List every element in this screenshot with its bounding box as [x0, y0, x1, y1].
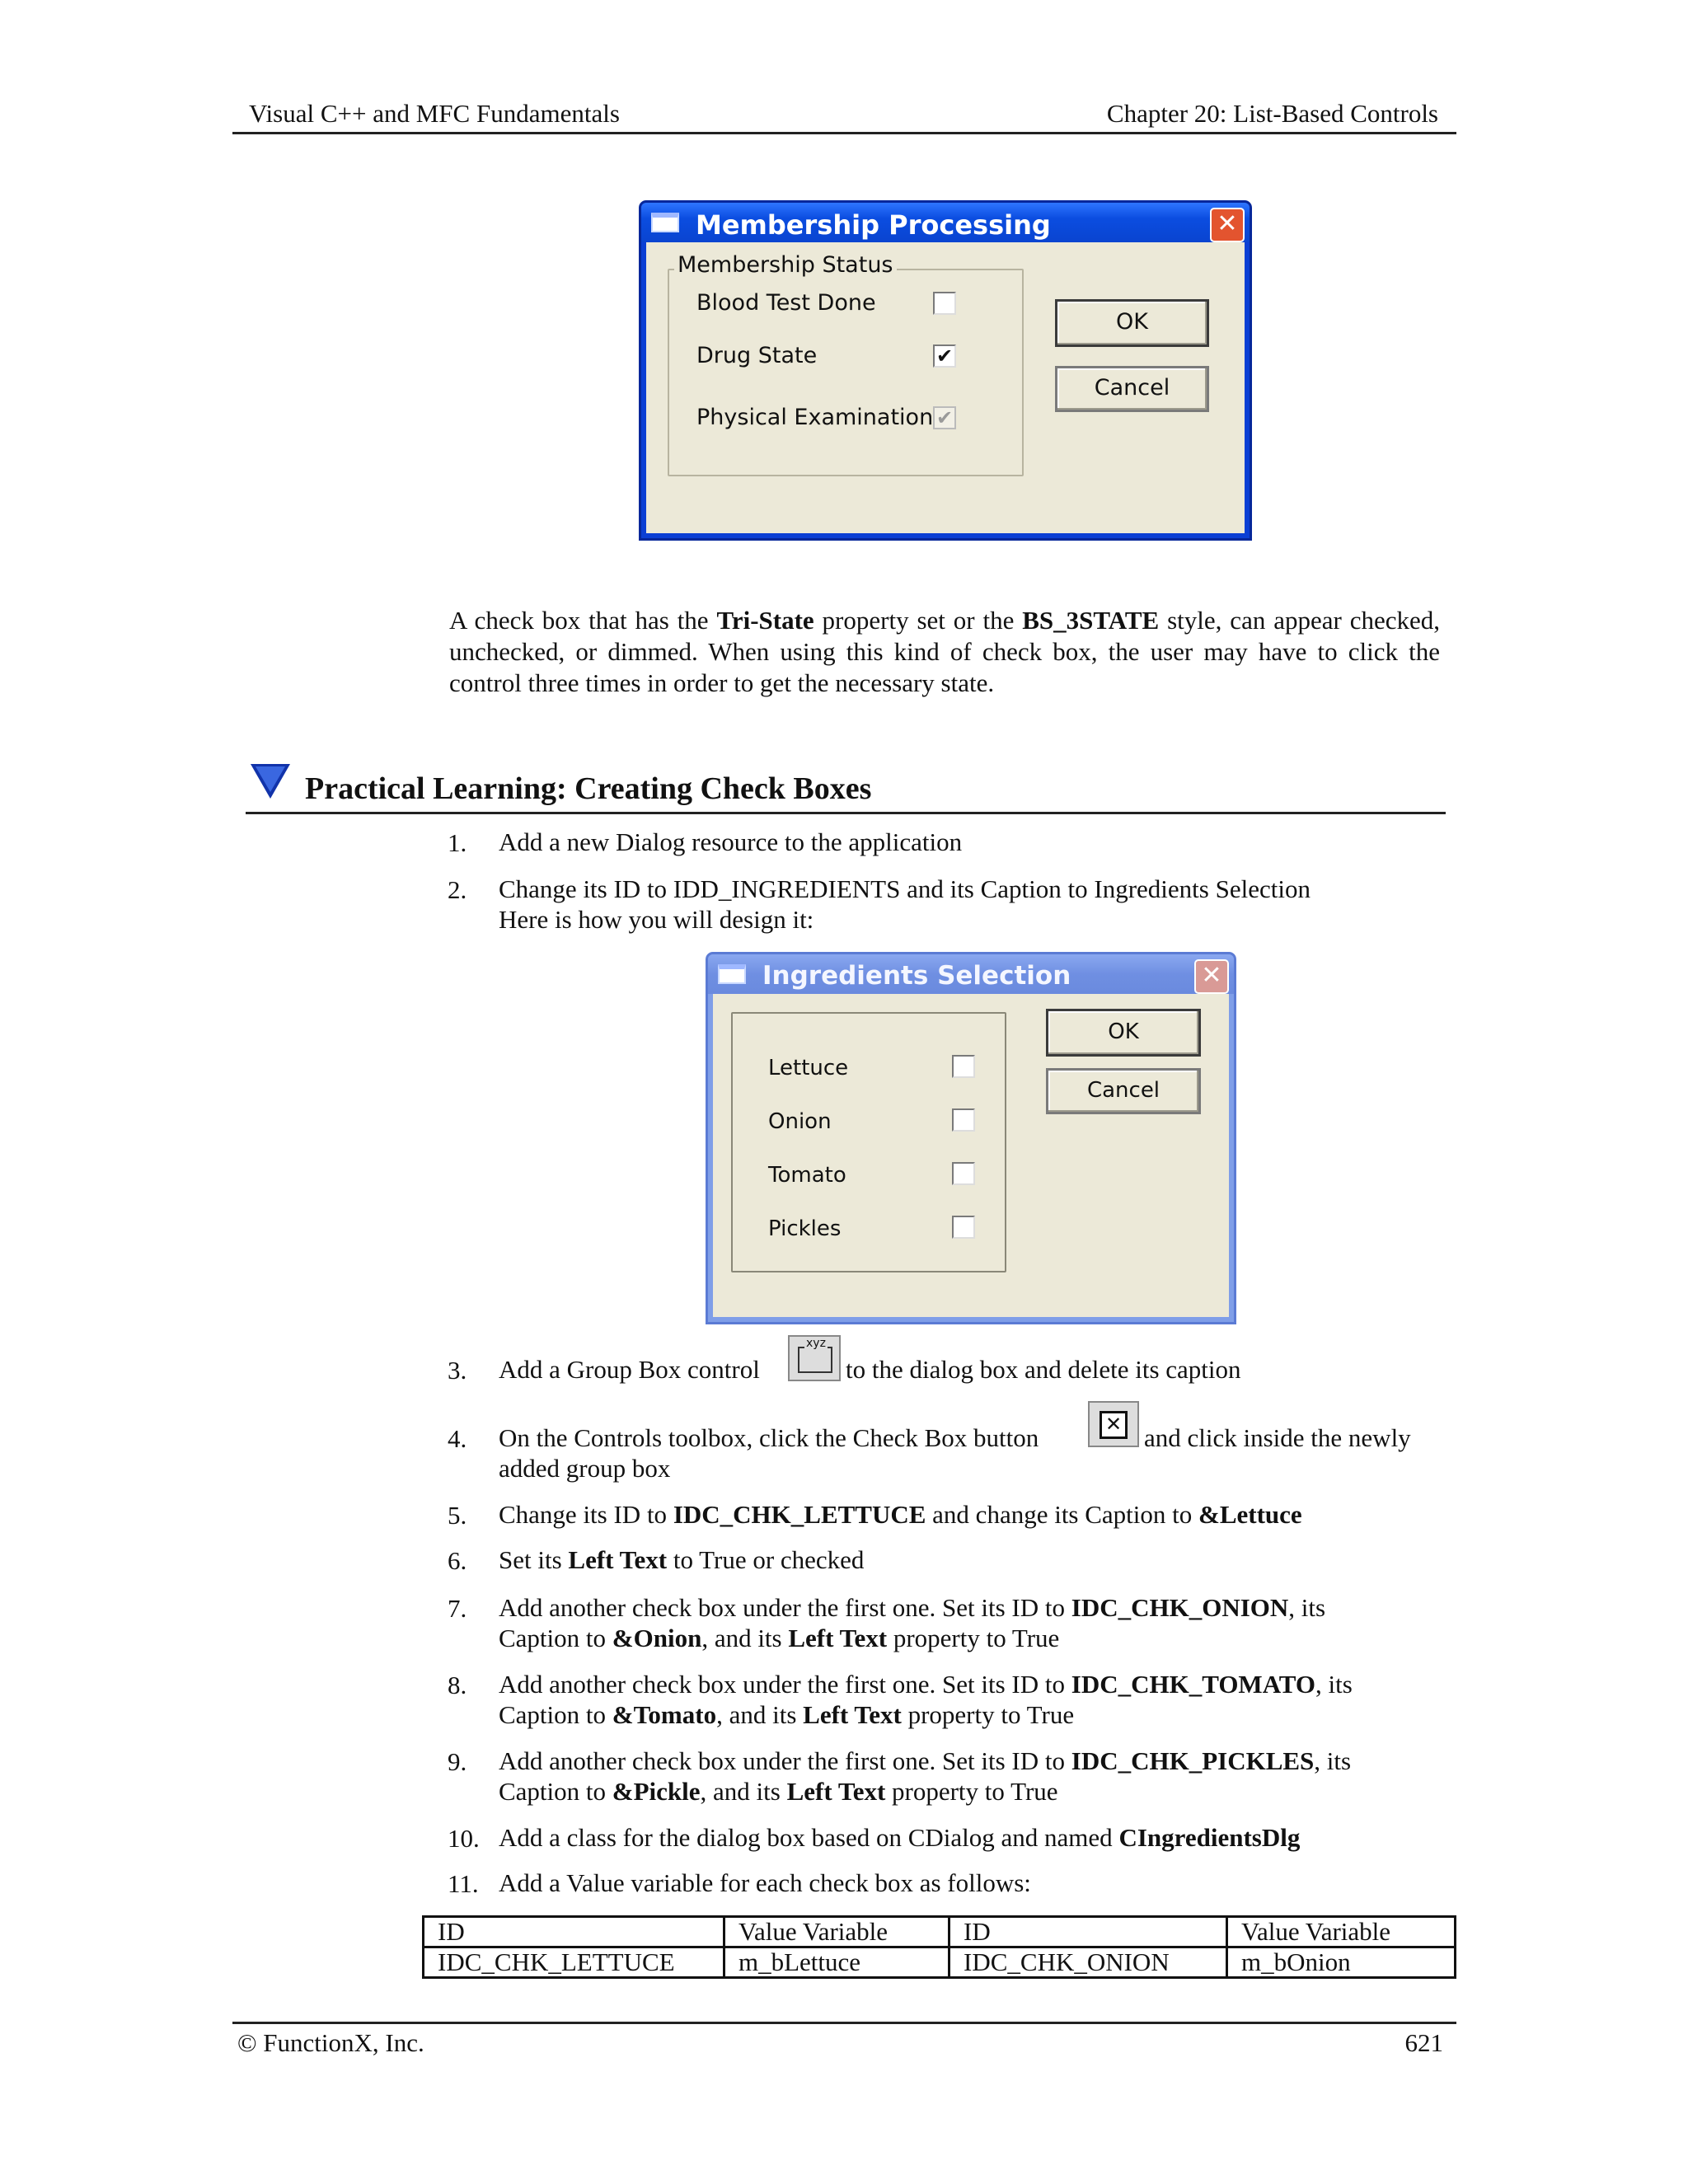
para-bold-tri-state: Tri-State — [716, 606, 814, 635]
step-8-line1 — [499, 1669, 1353, 1699]
step-2-line1: Change its ID to IDD_INGREDIENTS and its Caption to Ingredients Selection — [499, 874, 1311, 903]
step-8-id: IDC_CHK_TOMATO — [1071, 1670, 1316, 1699]
step-7-caption: &Onion — [612, 1624, 702, 1652]
group-box-icon-label: xyz — [806, 1337, 826, 1350]
step-number: 11. — [448, 1869, 479, 1898]
membership-dialog — [639, 200, 1252, 541]
table-cell: m_bOnion — [1227, 1947, 1456, 1978]
table-header-row — [424, 1917, 1456, 1947]
step-9-id: IDC_CHK_PICKLES — [1071, 1746, 1315, 1775]
step-9-left-text: Left Text — [786, 1777, 886, 1806]
close-icon[interactable]: ✕ — [1194, 959, 1229, 994]
para-text-1: A check box that has the — [449, 606, 717, 635]
dialog-title: Membership Processing — [696, 209, 1051, 241]
step-7-line2 — [499, 1623, 1059, 1653]
table-cell: IDC_CHK_ONION — [950, 1947, 1227, 1978]
step-number: 8. — [448, 1671, 467, 1699]
value-variable-table — [422, 1915, 1456, 1979]
section-title: Practical Learning: Creating Check Boxes — [305, 771, 872, 806]
check-label-physical-exam: Physical Examination — [696, 405, 934, 430]
section-rule — [246, 812, 1446, 814]
step-7-f: , and its — [701, 1624, 789, 1652]
table-cell: IDC_CHK_LETTUCE — [424, 1947, 724, 1978]
step-8-caption: &Tomato — [612, 1700, 717, 1729]
dialog-client-design-grid — [713, 994, 1229, 1317]
step-8-a: Add another check box under the first one. Set its ID to — [499, 1670, 1071, 1699]
para-text-2: property set or the — [814, 606, 1023, 635]
step-5-caption: &Lettuce — [1198, 1500, 1302, 1529]
step-number: 7. — [448, 1594, 467, 1623]
header-rule — [232, 132, 1456, 134]
step-9-c: , its — [1314, 1746, 1352, 1775]
para-text-3: style, can appear checked, unchecked, or dimmed. When using this kind of check box, the user may have to click the control three times in order to get the necessary state. — [449, 606, 1440, 697]
step-8-h: property to True — [901, 1700, 1075, 1729]
step-7-a: Add another check box under the first one. Set its ID to — [499, 1593, 1071, 1622]
header-left: Visual C++ and MFC Fundamentals — [249, 99, 620, 128]
step-9-line1 — [499, 1746, 1351, 1776]
pickles-checkbox[interactable] — [952, 1216, 975, 1239]
check-label-drug-state: Drug State — [696, 343, 818, 368]
step-4-text-a: On the Controls toolbox, click the Check Box button — [499, 1423, 1039, 1452]
ok-button[interactable]: OK — [1055, 299, 1209, 347]
triangle-bullet-icon — [249, 762, 292, 800]
step-8-f: , and its — [716, 1700, 804, 1729]
dialog-client — [646, 242, 1245, 533]
step-5-c: and change its Caption to — [926, 1500, 1199, 1529]
step-9-a: Add another check box under the first one. Set its ID to — [499, 1746, 1071, 1775]
step-7-id: IDC_CHK_ONION — [1071, 1593, 1289, 1622]
cancel-button[interactable]: Cancel — [1046, 1068, 1201, 1114]
step-6-a: Set its — [499, 1545, 569, 1574]
table-cell: m_bLettuce — [724, 1947, 950, 1978]
tomato-checkbox[interactable] — [952, 1162, 975, 1185]
header-right: Chapter 20: List-Based Controls — [1106, 99, 1438, 128]
check-label-pickles: Pickles — [768, 1216, 842, 1241]
step-number: 2. — [448, 875, 467, 904]
step-9-d: Caption to — [499, 1777, 612, 1806]
step-7-d: Caption to — [499, 1624, 612, 1652]
step-7-h: property to True — [887, 1624, 1060, 1652]
step-7-c: , its — [1288, 1593, 1326, 1622]
check-label-tomato: Tomato — [768, 1163, 846, 1188]
window-icon — [718, 964, 746, 984]
onion-checkbox[interactable] — [952, 1108, 975, 1132]
step-8-d: Caption to — [499, 1700, 612, 1729]
step-8-left-text: Left Text — [803, 1700, 902, 1729]
group-box-icon — [788, 1335, 841, 1381]
step-6-text — [499, 1544, 864, 1575]
window-icon — [651, 213, 679, 232]
step-11-text: Add a Value variable for each check box as follows: — [499, 1868, 1031, 1897]
step-number: 5. — [448, 1501, 467, 1530]
step-5-text — [499, 1499, 1302, 1530]
step-8-c: , its — [1315, 1670, 1353, 1699]
drug-state-checkbox[interactable]: ✔ — [933, 344, 956, 368]
step-10-text — [499, 1822, 1300, 1853]
step-8-line2 — [499, 1699, 1074, 1730]
para-bold-bs3state: BS_3STATE — [1022, 606, 1160, 635]
table-header-cell: ID — [950, 1917, 1227, 1947]
check-box-tool-icon: ✕ — [1088, 1401, 1139, 1447]
blood-test-checkbox[interactable] — [933, 292, 956, 315]
table-header-cell: ID — [424, 1917, 724, 1947]
dialog-titlebar — [641, 203, 1250, 242]
step-number: 10. — [448, 1824, 480, 1853]
step-9-caption: &Pickle — [612, 1777, 701, 1806]
step-5-a: Change its ID to — [499, 1500, 673, 1529]
table-header-cell: Value Variable — [1227, 1917, 1456, 1947]
table-header-cell: Value Variable — [724, 1917, 950, 1947]
step-4-text-c: added group box — [499, 1454, 671, 1483]
step-3-text-b: to the dialog box and delete its caption — [846, 1355, 1241, 1384]
close-icon[interactable]: ✕ — [1210, 208, 1245, 242]
step-5-id: IDC_CHK_LETTUCE — [673, 1500, 926, 1529]
footer-rule — [232, 2022, 1456, 2024]
page-number: 621 — [1404, 2028, 1443, 2057]
step-number: 1. — [448, 828, 467, 857]
step-6-c: to True or checked — [667, 1545, 865, 1574]
table-row — [424, 1947, 1456, 1978]
cancel-button[interactable]: Cancel — [1055, 366, 1209, 412]
check-label-lettuce: Lettuce — [768, 1056, 849, 1080]
step-number: 9. — [448, 1747, 467, 1776]
step-6-left-text: Left Text — [568, 1545, 668, 1574]
step-2-line2: Here is how you will design it: — [499, 905, 814, 934]
step-7-line1 — [499, 1592, 1325, 1623]
dialog-titlebar — [708, 954, 1234, 994]
lettuce-checkbox[interactable] — [952, 1055, 975, 1078]
physical-exam-checkbox[interactable]: ✔ — [933, 406, 956, 429]
ingredients-dialog — [706, 952, 1236, 1324]
step-9-h: property to True — [885, 1777, 1058, 1806]
step-3-text-a: Add a Group Box control — [499, 1355, 760, 1384]
check-label-blood-test: Blood Test Done — [696, 290, 876, 316]
step-10-class-name: CIngredientsDlg — [1118, 1823, 1301, 1852]
step-7-left-text: Left Text — [788, 1624, 888, 1652]
step-number: 4. — [448, 1424, 467, 1453]
step-1-text: Add a new Dialog resource to the application — [499, 827, 963, 856]
check-label-onion: Onion — [768, 1109, 832, 1134]
step-number: 3. — [448, 1356, 467, 1385]
step-10-a: Add a class for the dialog box based on CDialog and named — [499, 1823, 1119, 1852]
step-9-f: , and its — [700, 1777, 787, 1806]
step-9-line2 — [499, 1776, 1058, 1807]
dialog-title: Ingredients Selection — [762, 961, 1071, 991]
step-number: 6. — [448, 1546, 467, 1575]
step-4-text-b: and click inside the newly — [1144, 1423, 1411, 1452]
footer-left: © FunctionX, Inc. — [237, 2028, 424, 2057]
group-label: Membership Status — [674, 252, 897, 278]
tri-state-paragraph — [449, 605, 1440, 699]
ok-button[interactable]: OK — [1046, 1009, 1201, 1057]
